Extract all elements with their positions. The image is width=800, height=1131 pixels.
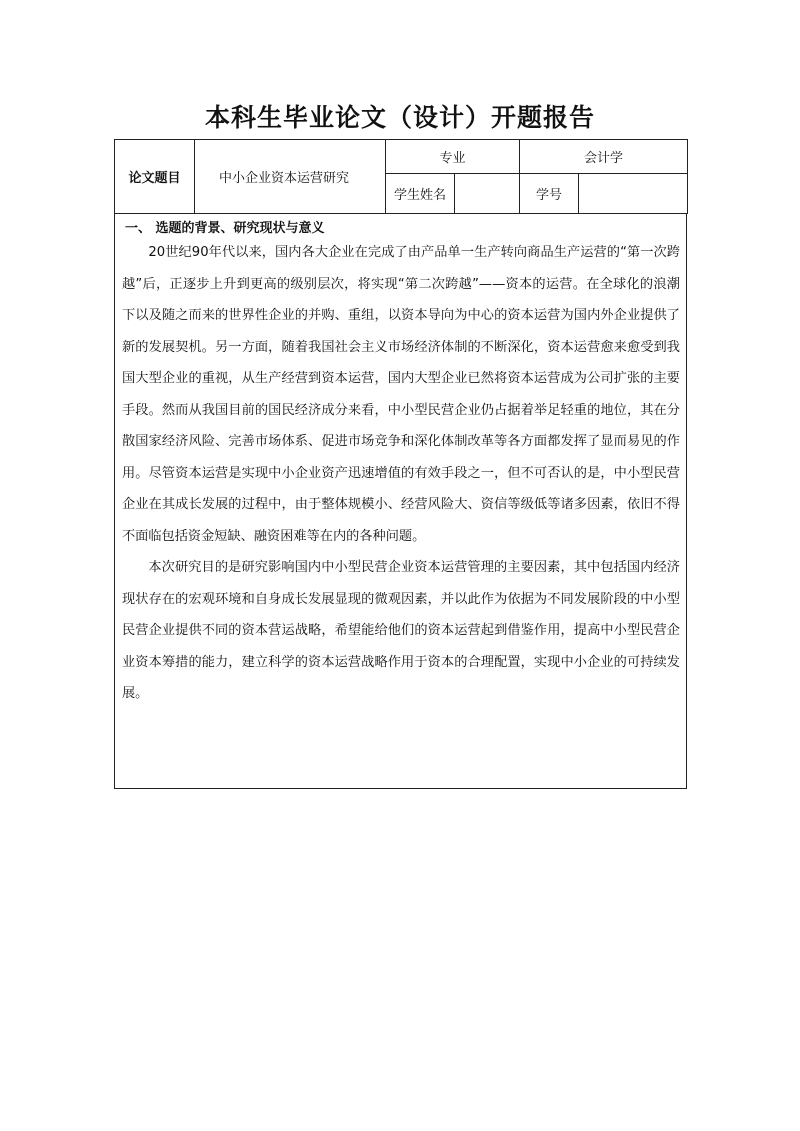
topic-label: 论文题目 [115, 140, 195, 214]
major-label: 专业 [386, 140, 520, 174]
section-1-body [122, 237, 680, 710]
student-id-label: 学号 [520, 174, 579, 214]
student-name-label: 学生姓名 [386, 174, 455, 214]
info-table [114, 139, 688, 214]
section-1-box [114, 213, 687, 789]
student-name-value [455, 174, 520, 214]
page-title: 本科生毕业论文（设计）开题报告 [204, 103, 595, 132]
paragraph-purpose: 本次研究目的是研究影响国内中小型民营企业资本运营管理的主要因素，其中包括国内经济现状存在的宏观环境和自身成长发展显现的微观因素，并以此作为依据为不同发展阶段的中小型民营企业提供不同的资本营运战略，希望能给他们的资本运营起到借鉴作用，提高中小型民营企业资本筹措的能力，建立科学的资本运营战略作用于资本的合理配置，实现中小企业的可持续发展。 [122, 560, 680, 701]
major-value: 会计学 [520, 140, 688, 174]
section-1-heading: 一、 选题的背景、研究现状与意义 [125, 221, 325, 236]
paragraph-background: 20世纪90年代以来，国内各大企业在完成了由产品单一生产转向商品生产运营的“第一次跨越”后，正逐步上升到更高的级别层次，将实现“第二次跨越”——资本的运营。在全球化的浪潮下以及随之而来的世界性企业的并购、重组，以资本导向为中心的资本运营为国内外企业提供了新的发展契机。另一方面，随着我国社会主义市场经济体制的不断深化，资本运营愈来愈受到我国大型企业的重视，从生产经营到资本运营，国内大型企业已然将资本运营成为公司扩张的主要手段。然而从我国目前的国民经济成分来看，中小型民营企业仍占据着举足轻重的地位，其在分散国家经济风险、完善市场体系、促进市场竞争和深化体制改革等各方面都发挥了显而易见的作用。尽管资本运营是实现中小企业资产迅速增值的有效手段之一，但不可否认的是，中小型民营企业在其成长发展的过程中，由于整体规模小、经营风险大、资信等级低等诸多因素，依旧不得不面临包括资金短缺、融资困难等在内的各种问题。 [122, 245, 680, 544]
topic-value: 中小企业资本运营研究 [195, 140, 386, 214]
student-id-value [579, 174, 688, 214]
